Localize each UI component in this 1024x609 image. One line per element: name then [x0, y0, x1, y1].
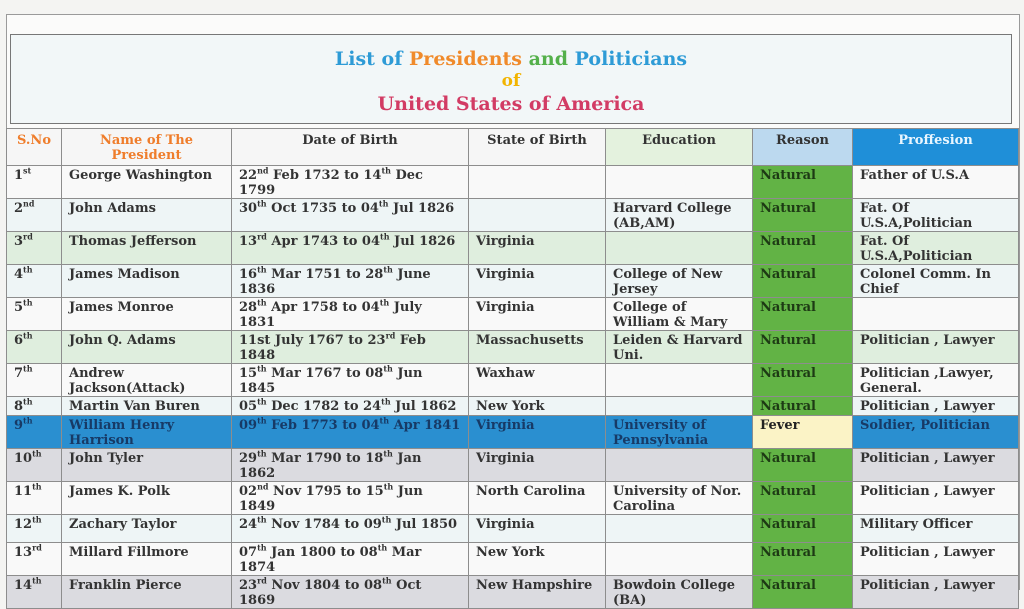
dob-death-rest: Jul 1850 — [391, 517, 458, 532]
dob-death-suffix: th — [383, 363, 393, 374]
table-row — [7, 449, 1019, 482]
dob-birth-day: 28 — [239, 300, 258, 315]
dob-death-suffix: th — [377, 542, 388, 553]
dob-birth-day: 16 — [239, 267, 258, 282]
cell-sno — [7, 576, 62, 609]
cell-profession: Politician , Lawyer — [853, 331, 1019, 364]
sno-number: 6 — [14, 333, 24, 348]
header-profession: Proffesion — [853, 129, 1019, 166]
dob-death-suffix: th — [381, 396, 391, 407]
cell-state: New York — [469, 397, 606, 416]
table-row — [7, 331, 1019, 364]
dob-birth-rest: Oct 1735 to — [266, 201, 361, 216]
dob-birth-day: 22 — [239, 168, 258, 183]
cell-sno — [7, 416, 62, 449]
dob-death-suffix: th — [379, 297, 390, 308]
cell-dob — [232, 364, 469, 397]
cell-sno — [7, 543, 62, 576]
cell-profession: Colonel Comm. In Chief — [853, 265, 1019, 298]
dob-birth-day: 05 — [239, 399, 258, 414]
sno-ordinal: th — [23, 264, 33, 275]
dob-birth-rest: Nov 1804 to — [266, 578, 364, 593]
cell-education: Harvard College (AB,AM) — [606, 199, 753, 232]
cell-dob — [232, 232, 469, 265]
dob-death-day: 04 — [361, 418, 380, 433]
header-education: Education — [606, 129, 753, 166]
dob-birth-day: 02 — [239, 484, 258, 499]
dob-birth-day: 30 — [239, 201, 258, 216]
dob-death-day: 08 — [363, 578, 383, 593]
presidents-table — [6, 128, 1019, 609]
header-row — [7, 129, 1019, 166]
title-line-1 — [11, 47, 1011, 71]
sno-ordinal: th — [32, 448, 42, 459]
cell-name: Franklin Pierce — [62, 576, 232, 609]
cell-reason: Natural — [753, 449, 853, 482]
sno-number: 12 — [14, 517, 33, 532]
sno-ordinal: th — [32, 481, 42, 492]
dob-death-day: 18 — [365, 451, 384, 466]
cell-state: Virginia — [469, 449, 606, 482]
cell-dob — [232, 543, 469, 576]
dob-birth-suffix: th — [257, 198, 267, 209]
dob-death-rest: Jun 1849 — [239, 484, 423, 514]
cell-profession: Politician , Lawyer — [853, 576, 1019, 609]
dob-death-suffix: th — [381, 514, 392, 525]
cell-name: William Henry Harrison — [62, 416, 232, 449]
cell-dob — [232, 449, 469, 482]
cell-sno — [7, 331, 62, 364]
cell-sno — [7, 364, 62, 397]
dob-death-day: 15 — [365, 484, 384, 499]
sno-ordinal: th — [32, 575, 42, 586]
table-row — [7, 397, 1019, 416]
cell-sno — [7, 265, 62, 298]
dob-death-day: 09 — [363, 517, 382, 532]
title-of-word: of — [501, 71, 521, 91]
sno-number: 10 — [14, 451, 33, 466]
dob-birth-rest: Mar 1751 to — [266, 267, 366, 282]
cell-profession: Fat. Of U.S.A,Politician — [853, 199, 1019, 232]
cell-name: Millard Fillmore — [62, 543, 232, 576]
cell-education: College of William & Mary — [606, 298, 753, 331]
header-name: Name of The President — [62, 129, 232, 166]
cell-education: University of Pennsylvania — [606, 416, 753, 449]
dob-birth-day: 09 — [239, 418, 258, 433]
title-politicians-word: Politicians — [574, 48, 688, 70]
cell-profession: Politician , Lawyer — [853, 482, 1019, 515]
cell-name: Andrew Jackson(Attack) — [62, 364, 232, 397]
cell-dob — [232, 199, 469, 232]
dob-birth-suffix: th — [257, 542, 267, 553]
dob-death-day: 04 — [361, 300, 380, 315]
table-row — [7, 576, 1019, 609]
table-row — [7, 482, 1019, 515]
cell-profession: Father of U.S.A — [853, 166, 1019, 199]
sno-ordinal: rd — [23, 231, 33, 242]
dob-birth-suffix: rd — [257, 231, 267, 242]
cell-state: Virginia — [469, 298, 606, 331]
dob-death-day: 28 — [365, 267, 384, 282]
table-row — [7, 416, 1019, 449]
dob-death-suffix: th — [378, 198, 389, 209]
dob-birth-day: 11st July 1767 — [239, 333, 344, 348]
dob-death-day: 04 — [360, 201, 379, 216]
cell-reason: Natural — [753, 298, 853, 331]
dob-birth-rest: Jan 1800 to — [266, 545, 360, 560]
dob-birth-rest: Nov 1795 to — [268, 484, 366, 499]
cell-education: College of New Jersey — [606, 265, 753, 298]
dob-birth-suffix: th — [257, 264, 267, 275]
cell-reason: Natural — [753, 331, 853, 364]
cell-name: Thomas Jefferson — [62, 232, 232, 265]
dob-death-day: 23 — [367, 333, 386, 348]
dob-birth-rest: to — [343, 333, 368, 348]
dob-death-rest: Oct 1869 — [239, 578, 422, 608]
cell-sno — [7, 397, 62, 416]
sno-number: 9 — [14, 418, 24, 433]
cell-sno — [7, 199, 62, 232]
dob-birth-rest: Nov 1784 to — [266, 517, 364, 532]
sno-ordinal: th — [23, 297, 33, 308]
dob-birth-rest: Mar 1790 to — [266, 451, 366, 466]
sno-number: 7 — [14, 366, 24, 381]
cell-dob — [232, 416, 469, 449]
dob-birth-day: 15 — [239, 366, 258, 381]
cell-dob — [232, 515, 469, 543]
cell-profession: Fat. Of U.S.A,Politician — [853, 232, 1019, 265]
cell-profession: Politician , Lawyer — [853, 543, 1019, 576]
cell-education — [606, 543, 753, 576]
dob-death-suffix: th — [383, 481, 394, 492]
cell-name: George Washington — [62, 166, 232, 199]
cell-reason: Natural — [753, 232, 853, 265]
dob-death-rest: July 1831 — [239, 300, 422, 330]
cell-state: Virginia — [469, 515, 606, 543]
dob-birth-suffix: th — [257, 297, 267, 308]
cell-state: Waxhaw — [469, 364, 606, 397]
dob-death-suffix: th — [379, 415, 390, 426]
sno-number: 11 — [14, 484, 33, 499]
header-sno: S.No — [7, 129, 62, 166]
cell-name: Zachary Taylor — [62, 515, 232, 543]
sno-ordinal: th — [23, 330, 33, 341]
cell-profession: Politician , Lawyer — [853, 449, 1019, 482]
dob-death-rest: Feb 1848 — [239, 333, 426, 363]
dob-birth-suffix: nd — [257, 481, 269, 492]
title-country: United States of America — [377, 93, 645, 115]
cell-education — [606, 449, 753, 482]
cell-reason: Natural — [753, 515, 853, 543]
sno-ordinal: th — [23, 415, 33, 426]
sno-number: 13 — [14, 545, 33, 560]
cell-sno — [7, 515, 62, 543]
table-row — [7, 364, 1019, 397]
sno-number: 1 — [14, 168, 24, 183]
dob-death-rest: Jul 1826 — [389, 234, 456, 249]
cell-reason: Natural — [753, 576, 853, 609]
dob-birth-suffix: rd — [257, 575, 267, 586]
table-row — [7, 265, 1019, 298]
cell-state: New York — [469, 543, 606, 576]
dob-birth-day: 13 — [239, 234, 258, 249]
dob-birth-day: 24 — [239, 517, 258, 532]
dob-birth-day: 29 — [239, 451, 258, 466]
header-state: State of Birth — [469, 129, 606, 166]
cell-sno — [7, 166, 62, 199]
dob-birth-suffix: th — [257, 448, 267, 459]
title-box — [10, 34, 1012, 124]
cell-state: New Hampshire — [469, 576, 606, 609]
dob-birth-suffix: th — [257, 396, 267, 407]
cell-profession: Soldier, Politician — [853, 416, 1019, 449]
cell-dob — [232, 482, 469, 515]
dob-birth-day: 07 — [239, 545, 258, 560]
cell-name: John Adams — [62, 199, 232, 232]
table-row — [7, 515, 1019, 543]
sno-ordinal: th — [23, 363, 33, 374]
cell-education: University of Nor. Carolina — [606, 482, 753, 515]
cell-reason: Natural — [753, 397, 853, 416]
dob-birth-rest: Feb 1773 to — [266, 418, 362, 433]
cell-dob — [232, 397, 469, 416]
cell-reason: Fever — [753, 416, 853, 449]
sno-number: 2 — [14, 201, 24, 216]
title-and-word: and — [521, 48, 575, 70]
cell-reason: Natural — [753, 364, 853, 397]
sno-number: 5 — [14, 300, 24, 315]
cell-name: James Monroe — [62, 298, 232, 331]
dob-death-rest: Jun 1845 — [239, 366, 423, 396]
header-dob: Date of Birth — [232, 129, 469, 166]
dob-birth-rest: Apr 1743 to — [266, 234, 362, 249]
table-row — [7, 298, 1019, 331]
cell-name: John Tyler — [62, 449, 232, 482]
dob-death-day: 24 — [363, 399, 382, 414]
dob-death-day: 08 — [365, 366, 384, 381]
dob-death-rest: June 1836 — [239, 267, 431, 297]
dob-death-day: 14 — [363, 168, 382, 183]
cell-dob — [232, 166, 469, 199]
sno-number: 4 — [14, 267, 24, 282]
cell-profession: Politician , Lawyer — [853, 397, 1019, 416]
dob-birth-suffix: th — [257, 514, 267, 525]
cell-state — [469, 199, 606, 232]
cell-education — [606, 232, 753, 265]
dob-birth-rest: Mar 1767 to — [266, 366, 366, 381]
cell-dob — [232, 298, 469, 331]
dob-death-suffix: rd — [385, 330, 396, 341]
sno-ordinal: rd — [32, 542, 42, 553]
cell-dob — [232, 576, 469, 609]
sno-ordinal: nd — [23, 198, 35, 209]
cell-education: Bowdoin College (BA) — [606, 576, 753, 609]
title-presidents-word: Presidents — [409, 48, 522, 70]
cell-profession — [853, 298, 1019, 331]
dob-death-suffix: th — [380, 231, 390, 242]
dob-death-rest: Apr 1841 — [389, 418, 461, 433]
dob-death-rest: Jul 1826 — [388, 201, 455, 216]
cell-name: John Q. Adams — [62, 331, 232, 364]
cell-state: North Carolina — [469, 482, 606, 515]
dob-death-rest: Jan 1862 — [239, 451, 422, 481]
sno-number: 14 — [14, 578, 33, 593]
cell-education — [606, 364, 753, 397]
cell-state: Virginia — [469, 232, 606, 265]
sno-ordinal: th — [32, 514, 42, 525]
table-row — [7, 199, 1019, 232]
cell-education: Leiden & Harvard Uni. — [606, 331, 753, 364]
cell-state: Virginia — [469, 265, 606, 298]
dob-death-suffix: th — [383, 264, 393, 275]
cell-dob — [232, 331, 469, 364]
sno-ordinal: th — [23, 396, 33, 407]
cell-profession: Military Officer — [853, 515, 1019, 543]
cell-reason: Natural — [753, 482, 853, 515]
dob-death-rest: Mar 1874 — [239, 545, 422, 575]
cell-sno — [7, 449, 62, 482]
cell-sno — [7, 232, 62, 265]
cell-state: Virginia — [469, 416, 606, 449]
dob-birth-suffix: nd — [257, 165, 269, 176]
cell-name: James K. Polk — [62, 482, 232, 515]
dob-death-suffix: th — [383, 448, 393, 459]
sno-number: 8 — [14, 399, 24, 414]
title-list-word: List of — [334, 48, 410, 70]
cell-profession: Politician ,Lawyer, General. — [853, 364, 1019, 397]
cell-state: Massachusetts — [469, 331, 606, 364]
sno-ordinal: st — [23, 165, 32, 176]
cell-state — [469, 166, 606, 199]
dob-birth-suffix: th — [257, 363, 267, 374]
dob-birth-suffix: th — [257, 415, 267, 426]
cell-reason: Natural — [753, 543, 853, 576]
cell-education — [606, 166, 753, 199]
table-row — [7, 166, 1019, 199]
cell-dob — [232, 265, 469, 298]
dob-death-suffix: th — [382, 575, 392, 586]
dob-death-rest: Jul 1862 — [390, 399, 457, 414]
cell-sno — [7, 482, 62, 515]
dob-death-rest: Dec 1799 — [239, 168, 423, 198]
dob-death-day: 08 — [359, 545, 378, 560]
cell-education — [606, 515, 753, 543]
table-row — [7, 543, 1019, 576]
cell-reason: Natural — [753, 265, 853, 298]
table-row — [7, 232, 1019, 265]
cell-reason: Natural — [753, 199, 853, 232]
cell-education — [606, 397, 753, 416]
cell-sno — [7, 298, 62, 331]
sno-number: 3 — [14, 234, 24, 249]
dob-birth-rest: Dec 1782 to — [266, 399, 364, 414]
dob-birth-rest: Feb 1732 to — [268, 168, 364, 183]
dob-birth-rest: Apr 1758 to — [266, 300, 362, 315]
dob-death-day: 04 — [361, 234, 380, 249]
header-reason: Reason — [753, 129, 853, 166]
cell-reason: Natural — [753, 166, 853, 199]
cell-name: Martin Van Buren — [62, 397, 232, 416]
cell-name: James Madison — [62, 265, 232, 298]
dob-death-suffix: th — [381, 165, 391, 176]
dob-birth-day: 23 — [239, 578, 258, 593]
